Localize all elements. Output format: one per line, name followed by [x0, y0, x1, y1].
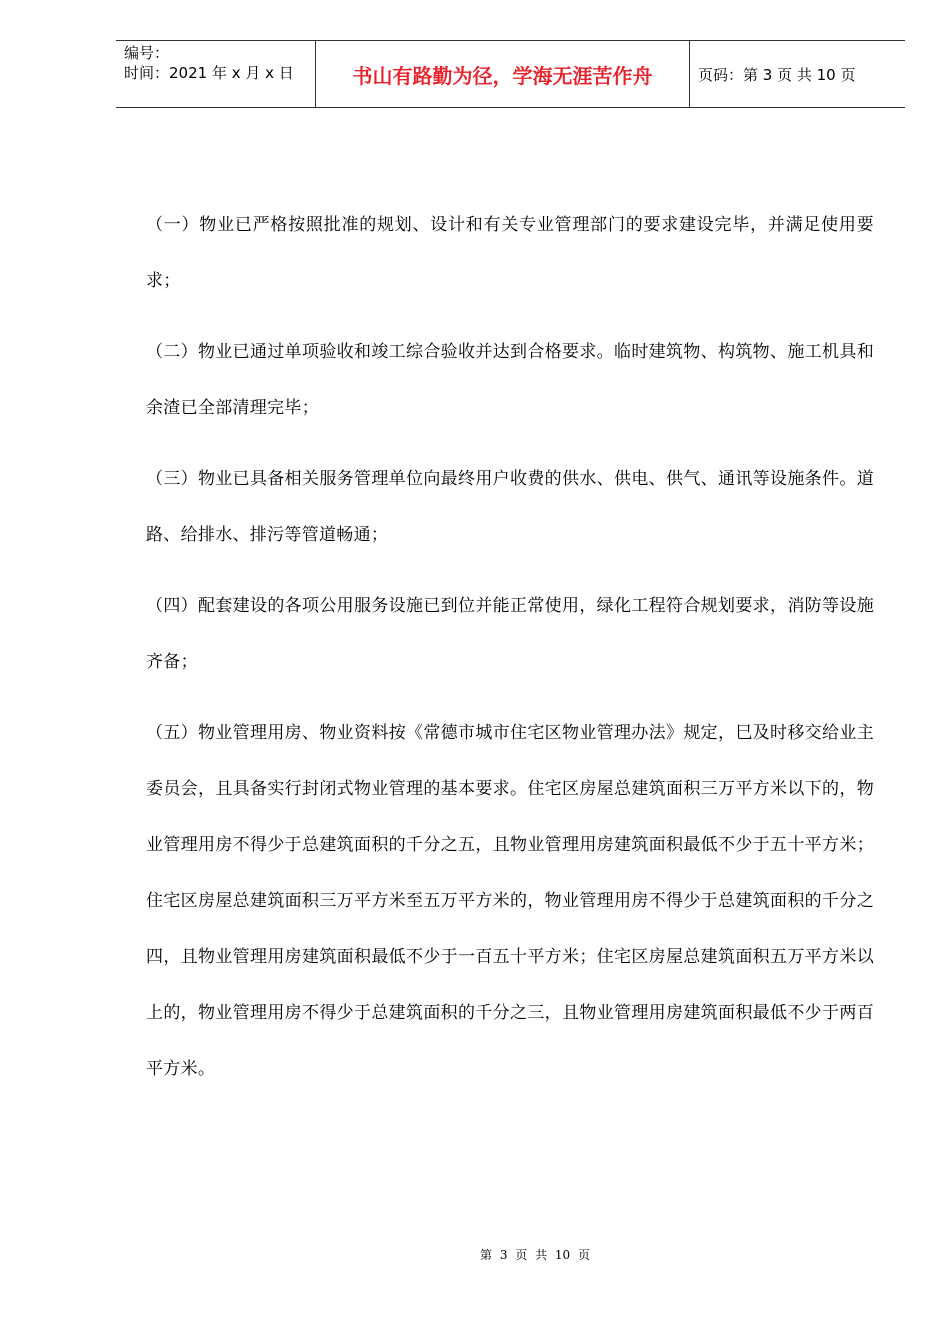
- body-paragraph: （五）物业管理用房、物业资料按《常德市城市住宅区物业管理办法》规定，巳及时移交给业主委员会，且具备实行封闭式物业管理的基本要求。住宅区房屋总建筑面积三万平方米以下的，物业管理用房不得少于总建筑面积的千分之五，且物业管理用房建筑面积最低不少于五十平方米；住宅区房屋总建筑面积三万平方米至五万平方米的，物业管理用房不得少于总建筑面积的千分之四，且物业管理用房建筑面积最低不少于一百五十平方米；住宅区房屋总建筑面积五万平方米以上的，物业管理用房不得少于总建筑面积的千分之三，且物业管理用房建筑面积最低不少于两百平方米。: [146, 723, 874, 1079]
- page-header: [116, 40, 905, 108]
- body-paragraph: （四）配套建设的各项公用服务设施已到位并能正常使用，绿化工程符合规划要求，消防等设施齐备；: [146, 596, 874, 672]
- page-footer: 第 3 页 共 10 页: [480, 1248, 590, 1262]
- serial-number-label: 编号：: [124, 44, 170, 62]
- header-page-number: 页码：第 3 页 共 10 页: [698, 66, 856, 84]
- header-motto: 书山有路勤为径，学海无涯苦作舟: [352, 64, 653, 88]
- body-paragraph: （一）物业已严格按照批准的规划、设计和有关专业管理部门的要求建设完毕，并满足使用要求；: [146, 215, 874, 291]
- date-label: 时间：2021 年 x 月 x 日: [124, 64, 294, 82]
- header-meta: [124, 43, 294, 83]
- body-paragraph: （二）物业已通过单项验收和竣工综合验收并达到合格要求。临时建筑物、构筑物、施工机具和余渣已全部清理完毕；: [146, 342, 874, 418]
- body-paragraph: （三）物业已具备相关服务管理单位向最终用户收费的供水、供电、供气、通讯等设施条件。道路、给排水、排污等管道畅通；: [146, 469, 874, 545]
- document-body: [146, 197, 874, 1112]
- header-divider: [689, 41, 690, 107]
